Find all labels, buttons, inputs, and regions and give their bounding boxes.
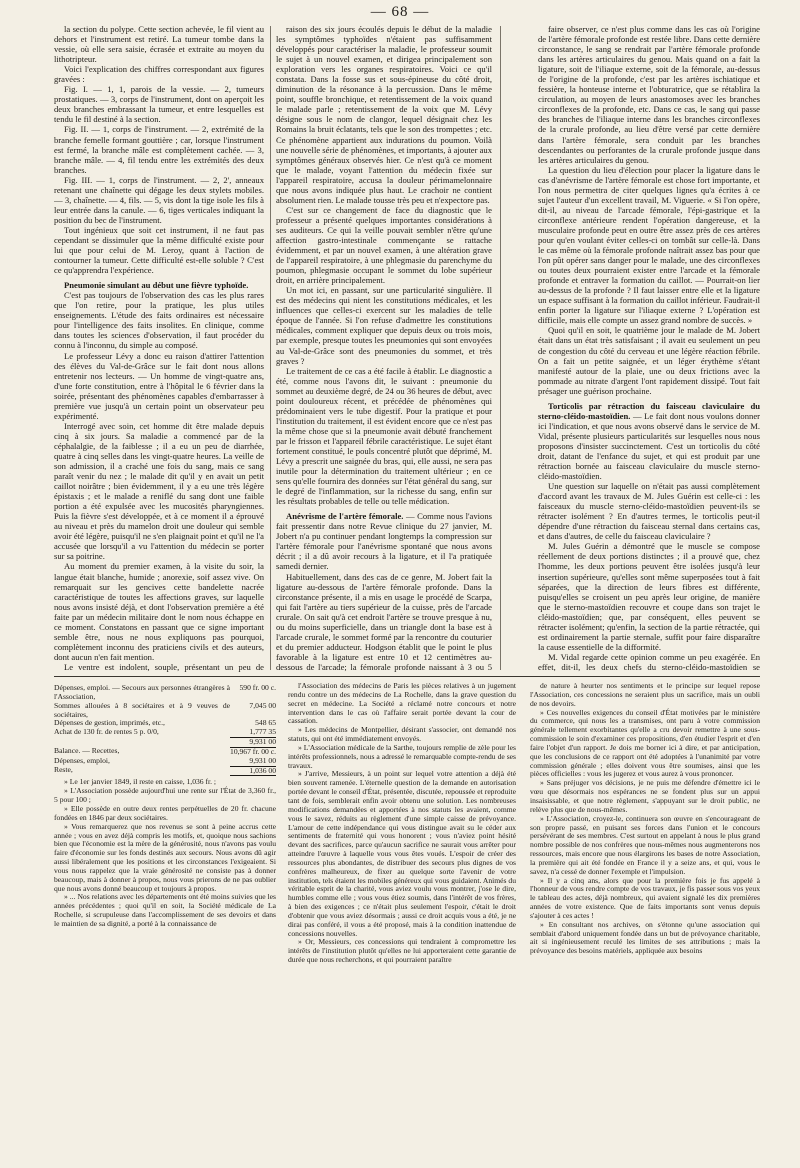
column-rule <box>500 26 501 670</box>
paragraph: Au moment du premier examen, à la visite du soir, la langue était blanche, humide ; anorexie, soif assez vive. On remarquait sur les gencives cette bandelette nacrée caractéristique de toutes les affections graves, sur laquelle nous avons insisté déjà, et dont l'observation première a été faite par un médecin militaire dont le nom nous échappe en ce moment. Constatons en passant que ce signe important semble être, nous ne nous expliquons pas pourquoi, complètement inconnu des praticiens civils et des auteurs, dont aucun n'en fait mention. <box>54 561 264 662</box>
paragraph: Un mot ici, en passant, sur une particularité singulière. Il est des médecins qui nient les constitutions médicales, et les influences que celles-ci exercent sur les maladies de telle époque de l'année. Si l'on refuse d'admettre les constitutions médicales, comment expliquer que depuis deux ou trois mois, par exemple, presque toutes les pneumonies qui sont envoyées au Val-de-Grâce sont des pneumonies du sommet, et très graves ? <box>276 285 492 366</box>
table-row <box>54 766 276 776</box>
paragraph: C'est pas toujours de l'observation des cas les plus rares que l'on retire, pour la pratique, les plus utiles enseignements. L'étude des faits ordinaires est nécessaire pour l'intelligence des faits insolites. En clinique, comme dans toutes les sciences d'observation, il faut procéder du connu à l'inconnu, du simple au composé. <box>54 290 264 351</box>
paragraph: » Les médecins de Montpellier, désirant s'associer, ont demandé nos statuts, qui ont été immédiatement envoyés. <box>288 725 516 744</box>
account-label: Achat de 130 fr. de rentes 5 p. 0/0, <box>54 727 159 737</box>
account-label: Dépenses, emploi, <box>54 755 110 765</box>
paragraph: » Or, Messieurs, ces concessions qui tendraient à compromettre les intérêts de l'institution plutôt qu'elles ne lui apporteraient cette garantie de durée que nous recherchons, et qui pourraient paraître <box>288 937 516 965</box>
paragraph: Fig. II. — 1, corps de l'instrument. — 2, extrémité de la branche femelle formant gouttière ; car, lorsque l'instrument est fermé, la branche mâle est complètement cachée. — 3, branche mâle. — 4, fil tendu entre les extrémités des deux branches. <box>54 124 264 175</box>
paragraph: Tout ingénieux que soit cet instrument, il ne faut pas cependant se dissimuler que la même difficulté existe pour lui que pour celui de M. Leroy, quant à l'action de contourner la tumeur. Cette difficulté est-elle soluble ? C'est ce qu'apprendra l'expérience. <box>54 224 264 276</box>
column-rule <box>270 26 271 670</box>
account-label: Dépenses de gestion, imprimés, etc., <box>54 718 165 728</box>
paragraph: de nature à heurter nos sentiments et le principe sur lequel repose l'Association, ces concessions ne seraient plus un sacrifice, mais un oubli de nos devoirs. <box>530 682 760 708</box>
account-label: Reste, <box>54 765 73 775</box>
section-heading <box>54 280 264 290</box>
article-column-1 <box>54 24 264 672</box>
account-label: Dépenses, emploi. — Secours aux personnes étrangères à l'Association, <box>54 683 231 701</box>
paragraph: Le ventre est indolent, souple, présentant un peu de <box>64 661 264 672</box>
paragraph: M. Vidal regarde cette opinion comme un peu exagérée. En effet, dit-il, les deux chefs du sterno-cléido-mastoïdien se <box>538 651 760 672</box>
account-value: 590 fr. 00 c. <box>239 683 276 692</box>
report-column-1 <box>54 682 276 1164</box>
paragraph: » Elle possède en outre deux rentes perpétuelles de 20 fr. chacune fondées en 1846 par deux sociétaires. <box>54 803 276 822</box>
account-total: 1,036 00 <box>230 766 276 776</box>
paragraph: Le traitement de ce cas a été facile à établir. Le diagnostic a été, comme nous l'avons dit, le suivant : pneumonie du sommet au deuxième degré, de 24 ou 36 heures de début, avec point douloureux récent, et précédée de phénomènes qui prédominaient vers le tube digestif. Pour la pratique et pour l'institution du traitement, il est évident encore que ce n'est pas la même chose que si la pneumonie avait débuté franchement par le frisson et l'appareil fébrile caractéristique. Le sujet étant fortement constitué, le pouls concentré plutôt que déprimé, M. Lévy a prescrit une saignée du bras, qui, elle aussi, ne sera pas inutile pour la détermination du traitement ultérieur ; en ce sens qu'elle fournira des données sur l'état général du sang, sur le degré de l'inflammation, sur la richesse du sang, enfin sur les résultats probables de telle ou telle médication. <box>276 365 492 507</box>
paragraph: » J'arrive, Messieurs, à un point sur lequel votre attention a déjà été bien souvent ramenée. L'éternelle question de la demande en autorisation portée devant le conseil d'État, présentée, discutée, repoussée et reproduite tant de fois, semblerait enfin avoir obtenu une solution. Les nombreuses modifications demandées et apportées à nos statuts les avaient, comme vous le savez, réduits au règlement d'une simple caisse de prévoyance. L'amour de cette indépendance qui vous distingue avait su le céder aux sentiments de fraternité qui vous honorent ; vous n'aviez point hésité devant des sacrifices, parce qu'aucun sacrifice ne saurait vous arrêter pour atteindre l'œuvre à laquelle vous vous êtes voués. L'espoir de créer des ressources plus abondantes, de distribuer des secours plus dignes de vos confrères malheureux, de fixer au quelque sorte l'avenir de votre institution, tels étaient les mobiles généreux qui vous guidaient. Animés du véritable esprit de la charité, vous aviez voulu vous montrer, j'ose le dire, humbles comme elle ; vous vous étiez soumis, dans l'intérêt de vos frères, à bien des exigences ; ce n'était plus seulement l'espoir, c'était le droit d'obtenir que vous aviez désormais ; aussi ce droit acquis vous a été, je ne dirai pas conféré, il vous a été proposé, mais à la condition inattendue de concessions nouvelles. <box>288 769 516 938</box>
paragraph: C'est sur ce changement de face du diagnostic que le professeur a présenté quelques importantes considérations à ses auditeurs. Ce qui la veille pouvait sembler n'être qu'une affection gastro-intestinale commençante se rattache évidemment, et par un nouvel examen, à une altération grave de l'appareil respiratoire, à une phlegmasie du parenchyme du poumon, phlegmasie occupant le sommet du lobe supérieur droit, en arrière principalement. <box>276 204 492 286</box>
account-value: 9,931 00 <box>230 757 276 766</box>
section-divider <box>54 676 760 677</box>
paragraph: M. Jules Guérin a démontré que le muscle se compose réellement de deux portions distinctes ; il a prouvé que, chez l'homme, les deux portions peuvent être isolées jusqu'à leur insertion supérieure, qu'elles sont même superposées tout à fait séparées, que la direction de leurs fibres est différente, puisqu'elles se croisent un peu après leur origine, de manière que le sterno-mastoïdien recouvre et coupe dans son trajet le cléido-mastoïdien; que, par conséquent, elles peuvent se rétracter isolément; qu'enfin, la section de la partie rétractée, qui est ordinairement la partie sternale, suffit pour faire disparaître la cause essentielle de la difformité. <box>538 541 760 652</box>
paragraph: Fig. I. — 1, 1, parois de la vessie. — 2, tumeurs prostatiques. — 3, corps de l'instrument, dont on aperçoit les deux branches embrassant la tumeur, et entre lesquelles est tendu le fil destiné à la section. <box>54 84 264 125</box>
paragraph: Voici l'explication des chiffres correspondant aux figures gravées : <box>54 64 264 85</box>
paragraph: Interrogé avec soin, cet homme dit être malade depuis cinq à six jours. Sa maladie a commencé par de la céphalalgie, de la faiblesse ; il a eu un peu de diarrhée, quatre à cinq selles dans les vingt-quatre heures. La veille de son admission, il a craché une fois du sang, mais ce sang paraît venir du nez ; le malade dit qu'il y en avait un petit caillot noirâtre ; bien évidemment, il y a eu une très légère épistaxis ; et le malade a reniflé du sang dont une faible portion a été expulsée avec les mucosités pharyngiennes. Puis la fièvre s'est développée, et à ce moment il a éprouvé au niveau et près du mamelon droit une douleur qui semble avoir été légère, puisqu'il ne s'en plaignait point et qu'il ne l'a accusée que lorsqu'il a vu l'attention du médecin se porter sur sa poitrine. <box>54 420 264 562</box>
section-heading-text: Pneumonie simulant au début une fièvre typhoïde. <box>64 280 249 291</box>
paragraph: Quoi qu'il en soit, le quatrième jour le malade de M. Jobert était dans un état très satisfaisant ; il avait eu seulement un peu de congestion du côté du cerveau et une légère réaction fébrile. On a fait un petite saignée, et un léger érythème s'étant manifesté autour de la plaie, une ou deux frictions avec la pommade au nitrate d'argent l'ont rapidement dissipé. Tout fait présager une guérison prochaine. <box>538 325 760 396</box>
table-row <box>54 728 276 737</box>
section-heading: Torticolis par rétraction du faisceau claviculaire du sterno-cléido-mastoïdien. <box>538 400 760 421</box>
page-number: — 68 — <box>370 4 430 20</box>
paragraph: Le professeur Lévy a donc eu raison d'attirer l'attention des élèves du Val-de-Grâce sur le fait dont nous allons entretenir nos lecteurs. — Un homme de vingt-quatre ans, d'une forte constitution, entre à l'hôpital le 6 février dans la soirée, présentant des phénomènes capables d'embarrasser à première vue jusqu'à un certain point un observateur peu expérimenté. <box>54 350 264 421</box>
paragraph: » Le 1er janvier 1849, il reste en caisse, 1,036 fr. ; <box>64 777 217 787</box>
article-column-2 <box>276 24 492 672</box>
paragraph: faire observer, ce n'est plus comme dans les cas où l'origine de l'artère fémorale profonde est restée libre. Dans cette dernière circonstance, le sang se rendrait par l'artère fémorale profonde dans les artères articulaires du genou. Mais quand on a fait la ligature, soit de l'iliaque externe, soit de la fémorale, au-dessus de l'origine de la profonde, c'est par les artères ischiatique et fessière, la honteuse interne et l'obturatrice, que se rétablira la circulation, au moyen de leurs anastomoses avec les branches circonflexes de la profonde, etc. Dans ce cas, le sang qui passe des branches de l'iliaque interne dans les branches circonflexes de la crurale profonde, au lieu d'être versé par cette dernière dans l'artère fémorale, sera conduit par les branches descendantes ou perforantes de la crurale profonde jusque dans les artères articulaires du genou. <box>538 24 760 165</box>
paragraph: » L'Association, croyez-le, continuera son œuvre en s'encourageant de son propre passé, en puisant ses forces dans l'union et le concours persévérant de ses membres. C'est surtout en appelant à nous le plus grand nombre possible de nos confrères que nous-mêmes nous augmenterons nos ressources, mais encore que nous élargirons les bases de notre Association, la première qui ait été fondée en France il y a seize ans, et qui, vous le savez, n'a cessé de donner l'exemple et l'impulsion. <box>530 813 760 876</box>
paragraph: la section du polype. Cette section achevée, le fil vient au dehors et l'instrument est retiré. La tumeur tombe dans la vessie, où elle sera saisie, écrasée et extraite au moyen du lithotripteur. <box>54 24 264 65</box>
paragraph: La question du lieu d'élection pour placer la ligature dans le cas d'anévrisme de l'artère fémorale est chose fort importante, et l'on nous permettra de citer quelques lignes qu'a écrites à ce sujet l'auteur d'un excellent travail, M. Viguerie. « Si l'on opère, dit-il, au niveau de l'arcade fémorale, l'épi-gastrique et la circonflexe antérieure rendent l'opération dangereuse, et la musculaire profonde peut en outre être assez près de ces artères pour qu'en voulant éviter celles-ci on tombât sur celle-là. Dans le cas même où la fémorale profonde naîtrait assez bas pour que l'on pût opérer sans danger pour le malade, une des circonflexes ou toutes deux pourraient exister entre l'arcade et la fémorale profonde et entraver la formation du caillot. — Pourrait-on lier au-dessus de la profonde ? Il faut laisser entre elle et la ligature un espace suffisant à la formation du caillot inférieur. Faudrait-il enfin porter la ligature sur l'iliaque externe ? L'opération est difficile, mais elle compte un assez grand nombre de succès. » <box>538 164 760 326</box>
report-column-3 <box>530 682 760 1164</box>
paragraph: » L'Association médicale de la Sarthe, toujours remplie de zèle pour les intérêts professionnels, nous a adressé le remarquable compte-rendu de ses travaux. <box>288 742 516 770</box>
paragraph: » En consultant nos archives, on s'étonne qu'une association qui semblait d'abord uniquement fondée dans un but de prévoyance charitable, ait si ingénieusement reculé les limites de ses attributions ; mais la prévoyance des besoins matériels, appliquée aux besoins <box>530 919 760 956</box>
paragraph-text: — Comme nous l'avions fait pressentir dans notre Revue clinique du 27 janvier, M. Jobert n'a pu continuer pendant longtemps la compression sur l'artère fémorale pour l'anévrisme spontané que nous avons décrit ; il a dû avoir recours à la ligature, et il l'a pratiquée samedi dernier. <box>276 511 492 572</box>
account-value: 7,045 00 <box>249 700 276 710</box>
paragraph: l'Association des médecins de Paris les pièces relatives à un jugement rendu contre un des médecins de La Rochelle, dans la grave question du secret en médecine. La Société a réclamé notre concours et notre intervention dans le cas où l'affaire serait portée devant la cour de cassation. <box>288 682 516 726</box>
paragraph: Fig. III. — 1, corps de l'instrument. — 2, 2', anneaux retenant une chaînette qui dégage les deux stylets mobiles. — 3, chaînette. — 4, fils. — 5, vis dont la tige isole les fils à leur entrée dans la canule. — 6, tiges verticales indiquant la position du bec de l'instrument. <box>54 174 264 225</box>
paragraph <box>538 401 760 481</box>
table-row <box>54 702 276 720</box>
account-value: 10,967 fr. 00 c. <box>230 746 276 756</box>
paragraph: » Ces nouvelles exigences du conseil d'État motivées par le ministère du commerce, qui nous les a transmises, ont paru à votre commission générale tellement exorbitantes qu'elle a cru devoir remettre à une sous-commission le soin d'examiner ces propositions, d'en étudier l'esprit et d'en faire l'objet d'un rapport. Je dois me borner ici à dire, et par anticipation, que les conclusions de ce rapport ont été adoptées à l'unanimité par votre commission générale ; elles doivent vous être soumises, ainsi que les pièces officielles : vous les jugerez et vous aurez à vous prononcer. <box>530 707 760 779</box>
account-label: Sommes allouées à 8 sociétaires et à 9 veuves de sociétaires, <box>54 700 231 719</box>
paragraph: » Vous remarquerez que nos revenus se sont à peine accrus cette année ; vous en avez déjà compris les motifs, et, quoique nous sachions bien que l'économie est la mère de la générosité, nous n'avons pas voulu faire d'économie sur les fonds destinés aux secours. Nous avons dû agir aussi libéralement que les positions et les circonstances l'exigeaient. Si vous nous rappelez que la vraie générosité ne consiste pas à donner beaucoup, mais à donner à propos, nous vous prierons de ne pas oublier que nous avons donné beaucoup et toujours à propos. <box>54 821 276 893</box>
paragraph <box>276 511 492 571</box>
paragraph: » L'Association possède aujourd'hui une rente sur l'État de 3,360 fr., 5 pour 100 ; <box>54 786 276 805</box>
account-value: 1,777 35 <box>230 728 276 737</box>
account-label: Balance. — Recettes, <box>54 746 120 756</box>
accounts-table <box>54 684 276 776</box>
report-column-2 <box>288 682 516 1164</box>
paragraph: » Sans préjuger vos décisions, je ne puis me défendre d'émettre ici le vœu que désormais nos espérances ne se fondent plus sur un appui insaisissable, et que notre règlement, s'appuyant sur le droit public, ne relève plus que de nous-mêmes. <box>530 778 760 814</box>
paragraph: raison des six jours écoulés depuis le début de la maladie les symptômes typhoïdes n'étaient pas suffisamment développés pour caractériser la maladie, le professeur soumit le sujet à un nouvel examen, et dirigea principalement son exploration vers les organes respiratoires. Voici ce qu'il constata. Dans la fosse sus et sous-épineuse du côté droit, diminution de la résonance à la percussion. Dans le même point, souffle bronchique, et retentissement de la voix quand le malade parle ; retentissement de la voix que M. Lévy désigne sous le nom de clangor, lequel désignait chez les Romains la bruit éclatants, tels que le son des trompettes ; etc. Ce phénomène appartient aux indurations du poumon. Voilà une nouvelle série de phénomènes, et importants, à ajouter aux symptômes généraux observés hier. Ce n'est qu'à ce moment que le malade, voyant l'attention du médecin fixée sur l'appareil respiratoire, accusa la douleur périmamelonnaire que nous avons indiquée plus haut. Le crachoir ne contient absolument rien. Le malade tousse très peu et n'expectore pas. <box>276 24 492 205</box>
section-heading: Anévrisme de l'artère fémorale. <box>286 511 404 522</box>
table-row <box>54 757 276 766</box>
table-row <box>54 684 276 702</box>
paragraph: Une question sur laquelle on n'était pas aussi complètement d'accord avant les travaux de M. Jules Guérin est celle-ci : les faisceaux du muscle sterno-cléido-mastoïdien peuvent-ils se rétracter isolément ? En d'autres termes, le torticolis peut-il dépendre d'une rétraction du faisceau sternal dans certains cas, et dans d'autres, de celle du faisceau claviculaire ? <box>538 481 760 542</box>
paragraph-text: — Le fait dont nous voulons donner ici l'indication, et que nous avons observé dans le service de M. Vidal, présente plusieurs particularités sur lesquelles nous nous proposons d'insister succinctement. C'est un torticolis du côté droit, datant de l'enfance du sujet, et qui est produit par une rétraction bornée au faisceau claviculaire du muscle sterno-cléido-mastoïdien. <box>538 410 760 482</box>
article-column-3 <box>538 24 760 672</box>
account-total: 9,931 00 <box>230 738 276 748</box>
account-value: 548 65 <box>255 718 276 728</box>
paragraph: » Il y a cinq ans, alors que pour la première fois je fus appelé à l'honneur de vous rendre compte de vos travaux, je fis passer sous vos yeux le tableau des actes, déjà nombreux, qui avaient signalé les dix premières années de votre existence. Que de faits importants sont venus depuis s'ajouter à ces actes ! <box>530 875 760 920</box>
paragraph: » ... Nos relations avec les départements ont été moins suivies que les années précédentes ; quoi qu'il en soit, la Société médicale de La Rochelle, si scrupuleuse dans l'accomplissement de ses devoirs et dans le maintien de sa dignité, a porté à la connaissance de <box>54 892 276 928</box>
paragraph: Habituellement, dans des cas de ce genre, M. Jobert fait la ligature au-dessous de l'artère fémorale profonde. Dans la circonstance présente, il a mis en usage le procédé de Scarpa, qui fait l'artère au tiers supérieur de la cuisse, près de l'arcade crurale. On sait qu'à cet endroit l'artère se trouve presque à nu, ou du moins superficielle, dans un triangle dont la base est à l'arcade crurale, le sommet formé par la rencontre du couturier et du premier adducteur. Hodgson établit que le point le plus favorable à la ligature est entre 10 et 12 centimètres au-dessous de l'arcade; la fémorale profonde naissant à 3 ou 5 <box>276 571 492 672</box>
